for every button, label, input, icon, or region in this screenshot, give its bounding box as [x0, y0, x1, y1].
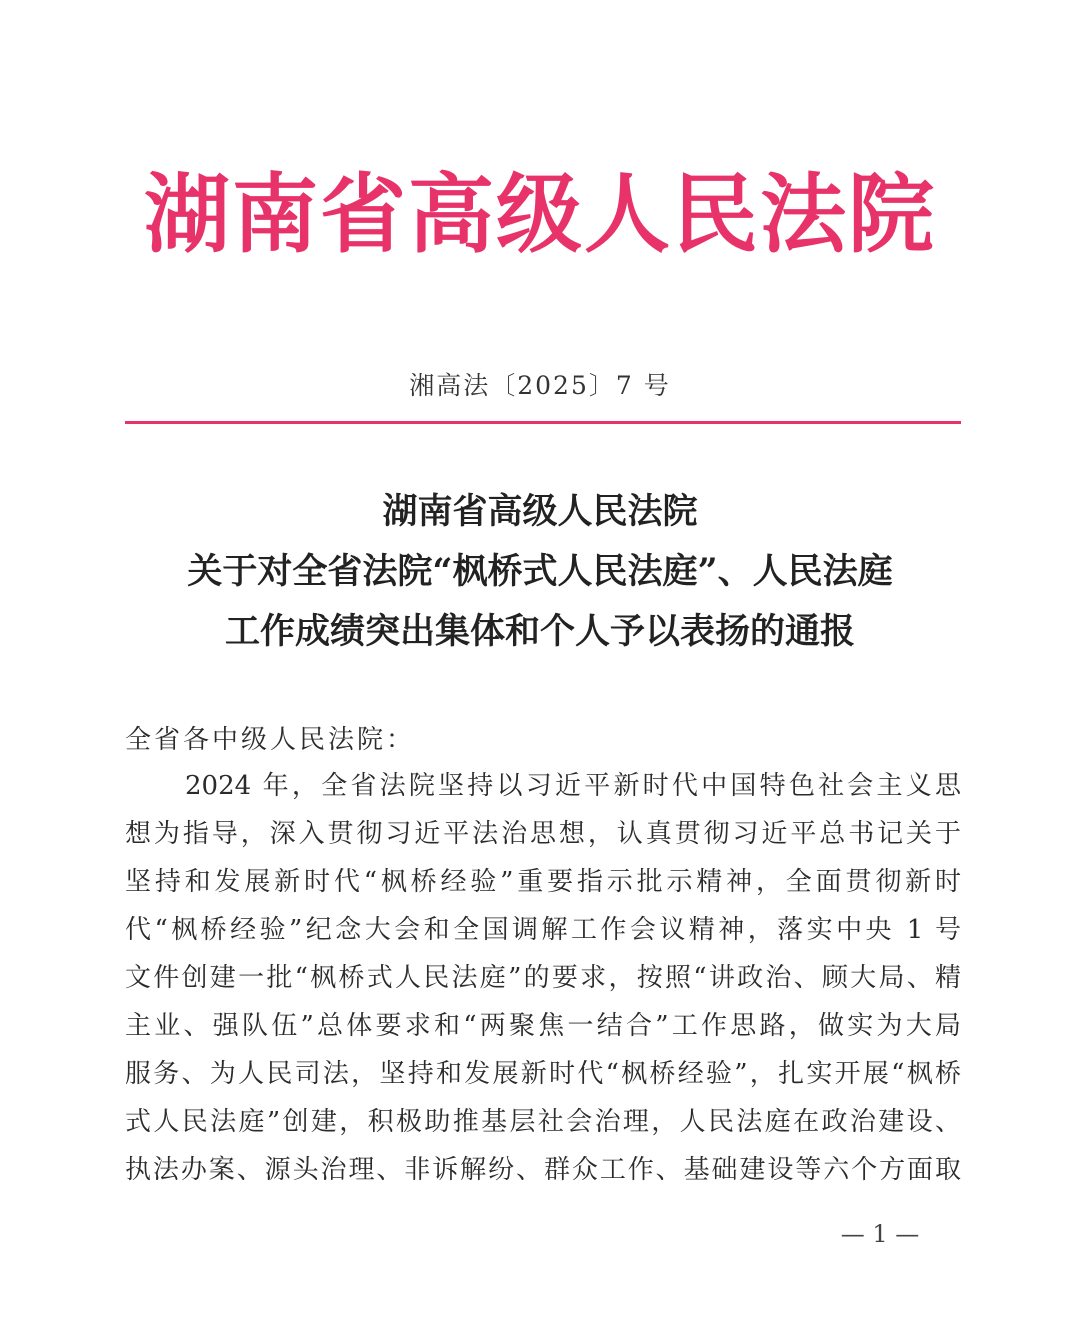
issuing-authority-header: 湖南省高级人民法院	[144, 165, 936, 265]
body-line: 主业、强队伍”总体要求和“两聚焦一结合”工作思路，做实为大局	[125, 1011, 961, 1041]
body-line: 2024 年，全省法院坚持以习近平新时代中国特色社会主义思	[185, 771, 961, 801]
page-number: — 1 —	[840, 1220, 920, 1248]
title-line-3: 工作成绩突出集体和个人予以表扬的通报	[224, 611, 855, 652]
title-line-2: 关于对全省法院“枫桥式人民法庭”、人民法庭	[187, 551, 893, 592]
body-line: 式人民法庭”创建，积极助推基层社会治理，人民法庭在政治建设、	[125, 1107, 961, 1137]
title-line-1: 湖南省高级人民法院	[382, 491, 698, 532]
body-line: 执法办案、源头治理、非诉解纷、群众工作、基础建设等六个方面取	[125, 1155, 961, 1185]
addressee: 全省各中级人民法院：	[125, 725, 416, 755]
body-line: 文件创建一批“枫桥式人民法庭”的要求，按照“讲政治、顾大局、精	[125, 963, 961, 993]
body-line: 想为指导，深入贯彻习近平法治思想，认真贯彻习近平总书记关于	[125, 819, 961, 849]
document-number: 湘高法〔2025〕7 号	[409, 371, 671, 400]
red-separator-line	[125, 421, 961, 424]
body-line: 服务、为人民司法，坚持和发展新时代“枫桥经验”，扎实开展“枫桥	[125, 1059, 961, 1089]
body-line: 代“枫桥经验”纪念大会和全国调解工作会议精神，落实中央 1 号	[125, 915, 961, 945]
body-line: 坚持和发展新时代“枫桥经验”重要指示批示精神，全面贯彻新时	[125, 867, 961, 897]
